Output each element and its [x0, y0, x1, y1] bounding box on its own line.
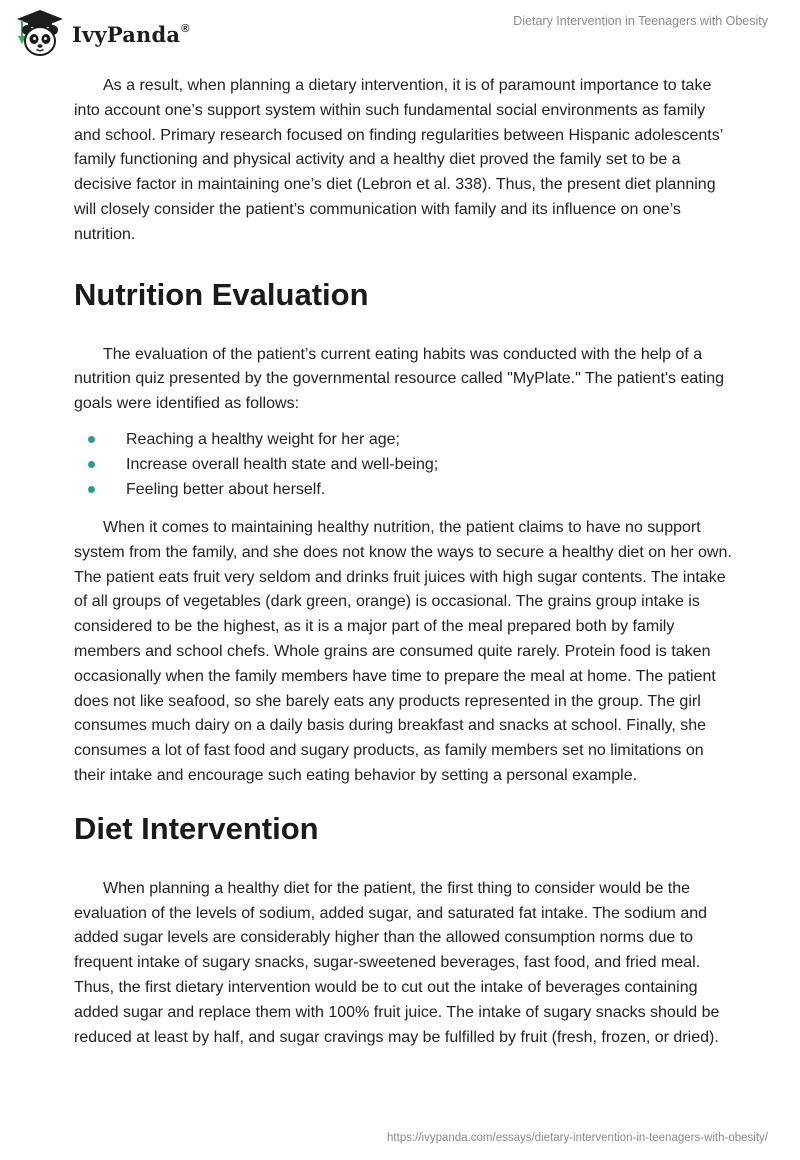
heading-diet-intervention: Diet Intervention — [74, 810, 319, 846]
heading-nutrition-evaluation: Nutrition Evaluation — [74, 276, 369, 312]
essay-body — [74, 74, 734, 1050]
paragraph-eating-habits: When it comes to maintaining healthy nutrition, the patient claims to have no support system from the family, and she does not know the ways to secure a healthy diet on her own. The patient eats fruit very seldom and drinks fruit juices with high sugar contents. The intake of all groups of vegetables (dark green, orange) is occasional. The grains group intake is considered to be the highest, as it is a major part of the meal prepared both by family members and school chefs. Whole grains are consumed quite rarely. Protein food is taken occasionally when the family members have time to prepare the meal at home. The patient does not like seafood, so she barely eats any products represented in the group. The girl consumes much dairy on a daily basis during breakfast and snacks at school. Finally, she consumes a lot of fast food and sugary products, as family members set no limitations on their intake and encourage such eating behavior by setting a personal example. — [74, 518, 732, 784]
bullet-icon — [88, 461, 95, 468]
panda-graduate-icon — [14, 8, 66, 60]
source-url[interactable]: https://ivypanda.com/essays/dietary-intervention-in-teenagers-with-obesity/ — [387, 1132, 768, 1144]
brand-logo[interactable] — [14, 8, 190, 60]
goal-text: Reaching a healthy weight for her age; — [126, 430, 400, 448]
document-title: Dietary Intervention in Teenagers with Obesity — [513, 14, 768, 28]
list-item — [74, 427, 734, 452]
eating-goals-list — [74, 427, 734, 502]
brand-name: IvyPanda® — [72, 21, 190, 47]
paragraph-diet-plan: When planning a healthy diet for the patient, the first thing to consider would be the evaluation of the levels of sodium, added sugar, and saturated fat intake. The sodium and added sugar levels are considerably higher than the allowed consumption norms due to frequent intake of sugary snacks, sugar-sweetened beverages, fast food, and fried meal. Thus, the first dietary intervention would be to cut out the intake of beverages containing added sugar and replace them with 100% fruit juice. The intake of sugary snacks should be reduced at least by half, and sugar cravings may be fulfilled by fruit (fresh, frozen, or dried). — [74, 879, 720, 1046]
paragraph-nutrition-quiz: The evaluation of the patient’s current eating habits was conducted with the help of a nutrition quiz presented by the governmental resource called "MyPlate." The patient's eating goals were identified as follows: — [74, 345, 725, 413]
bullet-icon — [88, 486, 95, 493]
list-item — [74, 477, 734, 502]
goal-text: Increase overall health state and well-being; — [126, 455, 439, 473]
paragraph-support-system: As a result, when planning a dietary intervention, it is of paramount importance to take into account one’s support system within such fundamental social environments as family and school. Primary research focused on finding regularities between Hispanic adolescents’ family functioning and physical activity and a healthy diet proved the family set to be a decisive factor in maintaining one’s diet (Lebron et al. 338). Thus, the present diet planning will closely consider the patient’s communication with family and its influence on one’s nutrition. — [74, 77, 723, 243]
bullet-icon — [88, 436, 95, 443]
list-item — [74, 452, 734, 477]
registered-mark: ® — [181, 22, 190, 35]
goal-text: Feeling better about herself. — [126, 480, 326, 498]
page-header — [0, 0, 800, 70]
